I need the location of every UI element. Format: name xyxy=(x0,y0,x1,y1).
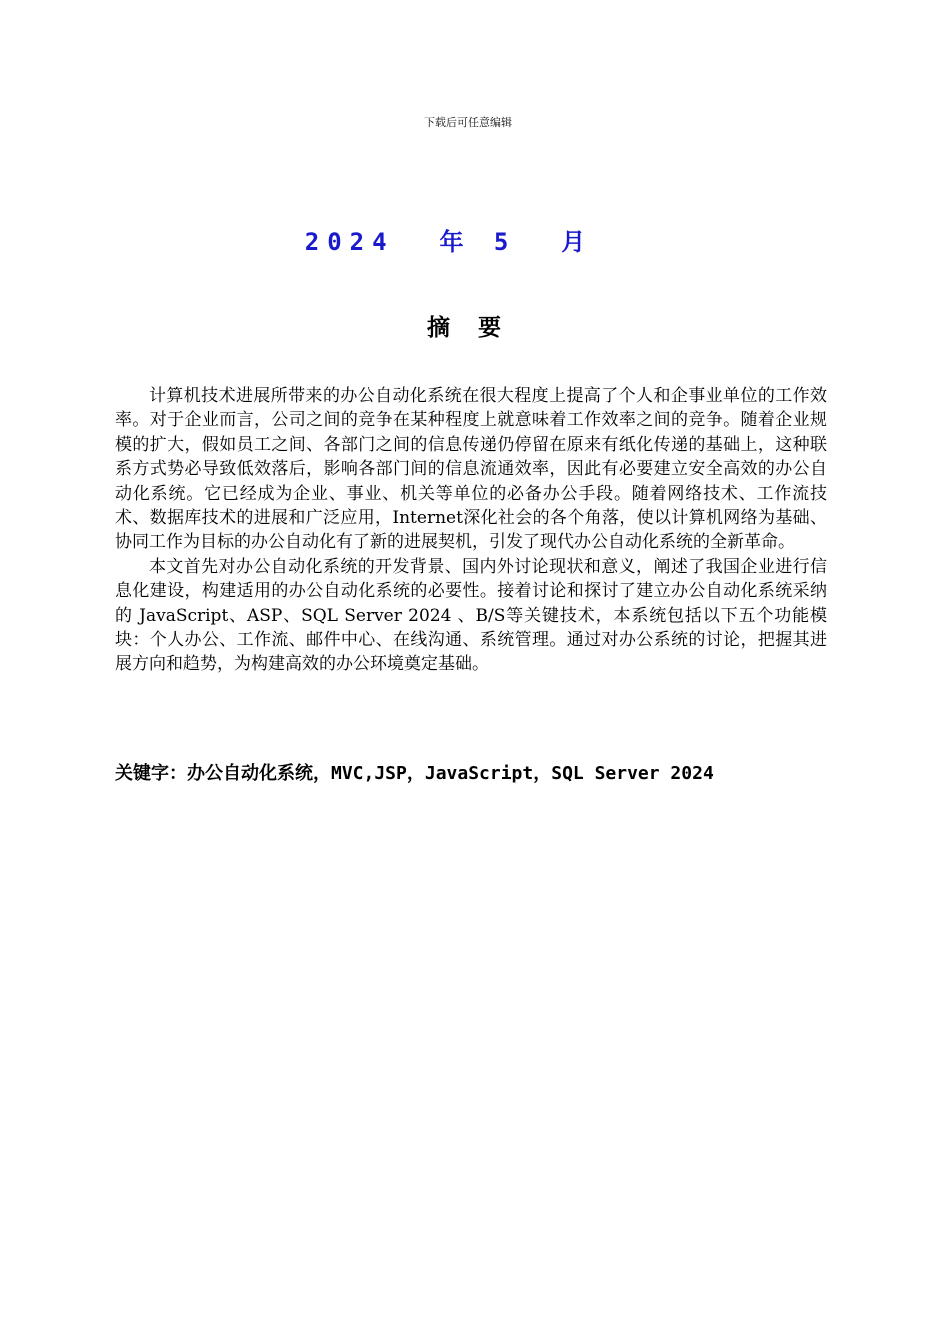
date-line: 2024 年 5 月 xyxy=(304,228,594,256)
abstract-paragraph-1: 计算机技术进展所带来的办公自动化系统在很大程度上提高了个人和企事业单位的工作效率。对于企业而言，公司之间的竞争在某种程度上就意味着工作效率之间的竞争。随着企业规模的扩大，假如员工之间、各部门之间的信息传递仍停留在原来有纸化传递的基础上，这种联系方式势必导致低效落后，影响各部门间的信息流通效率，因此有必要建立安全高效的办公自动化系统。它已经成为企业、事业、机关等单位的必备办公手段。随着网络技术、工作流技术、数据库技术的进展和广泛应用，Internet深化社会的各个角落，使以计算机网络为基础、协同工作为目标的办公自动化有了新的进展契机，引发了现代办公自动化系统的全新革命。 xyxy=(115,386,827,553)
abstract-title: 摘 要 xyxy=(426,315,511,341)
abstract-paragraph-2: 本文首先对办公自动化系统的开发背景、国内外讨论现状和意义，阐述了我国企业进行信息化建设，构建适用的办公自动化系统的必要性。接着讨论和探讨了建立办公自动化系统采纳的 JavaScript、ASP、SQL Server 2024 、B/S等关键技术，本系统包括以下五个功能模块：个人办公、工作流、邮件中心、在线沟通、系统管理。通过对办公系统的讨论，把握其进展方向和趋势，为构建高效的办公环境奠定基础。 xyxy=(115,556,827,675)
keywords-line: 关键字：办公自动化系统，MVC,JSP，JavaScript，SQL Server 2024 xyxy=(115,763,714,784)
abstract-body xyxy=(115,384,827,677)
header-note: 下载后可任意编辑 xyxy=(424,116,512,129)
